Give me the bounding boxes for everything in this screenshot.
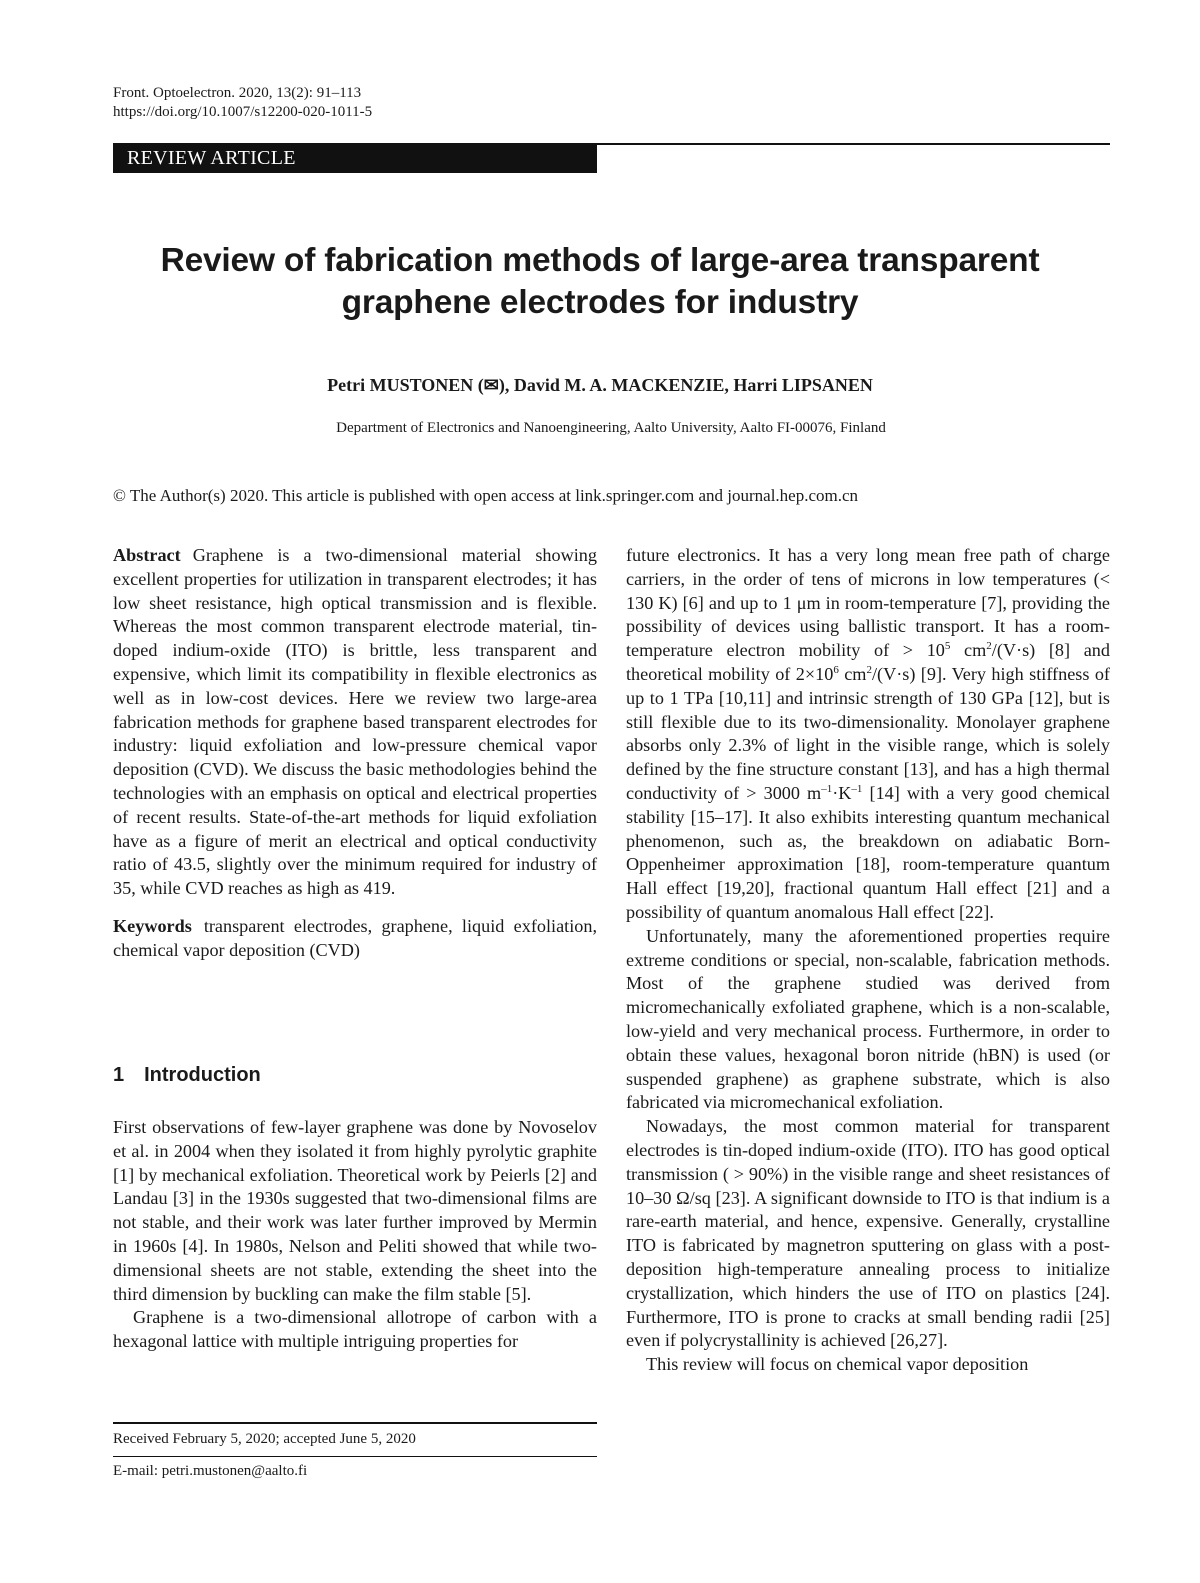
footnote-rule [113, 1422, 597, 1424]
superscript: 2 [986, 640, 992, 653]
superscript: –1 [821, 782, 833, 795]
introduction-left [113, 1116, 597, 1354]
text-run: cm [950, 640, 987, 661]
section-title: Introduction [144, 1064, 261, 1086]
section-heading [113, 1064, 261, 1087]
keywords-label: Keywords [113, 915, 192, 936]
contact-email[interactable]: E-mail: petri.mustonen@aalto.fi [113, 1463, 308, 1479]
right-column [626, 544, 1110, 1377]
keywords-text: transparent electrodes, graphene, liquid exfoliation, chemical vapor deposition (CVD) [113, 915, 597, 960]
text-run: /(V·s) [9]. Very high stiffness of up to 1 TPa [10,11] and intrinsic strength of 130 GPa [12], but is still flexible due to its two-dimensionality. Monolayer graphene absorbs only 2.3% of light in the visible range, which is solely defined by the fine structure constant [13], and has a high thermal conductivity of > 3000 m [626, 663, 1110, 803]
intro-paragraph-1: First observations of few-layer graphene was done by Novoselov et al. in 2004 when they isolated it from highly pyrolytic graphite [1] by mechanical exfoliation. Theoretical work by Peierls [2] and Landau [3] in the 1930s suggested that two-dimensional films are not stable, and their work was later further improved by Mermin in 1960s [4]. In 1980s, Nelson and Peliti showed that while two-dimensional sheets are not stable, extending the sheet into the third dimension by buckling can make the film stable [5]. [113, 1117, 597, 1304]
superscript: 5 [944, 640, 951, 653]
doi-link[interactable]: https://doi.org/10.1007/s12200-020-1011-5 [113, 104, 373, 120]
superscript: 6 [833, 663, 839, 676]
text-run: cm [838, 663, 867, 684]
footnote-divider [113, 1456, 597, 1457]
text-run: ·K [832, 782, 852, 803]
abstract [113, 544, 597, 901]
right-paragraph-4: This review will focus on chemical vapor deposition [646, 1354, 1029, 1375]
section-number: 1 [113, 1064, 125, 1086]
superscript: –1 [851, 782, 863, 795]
right-paragraph-2: Unfortunately, many the aforementioned properties require extreme conditions or special, non-scalable, fabrication methods. Most of the graphene studied was derived from micromechanically exfoliated graphene, which is a non-scalable, low-yield and very mechanical process. Furthermore, in order to obtain these values, hexagonal boron nitride (hBN) is used (or suspended graphene) as graphene substrate, which is also fabricated via micromechanical exfoliation. [626, 925, 1110, 1113]
article-title [100, 240, 1100, 324]
title-line-2: graphene electrodes for industry [341, 284, 859, 321]
right-paragraph-3: Nowadays, the most common material for transparent electrodes is tin-doped indium-oxide (ITO). ITO has good optical transmission ( > 90%) in the visible range and sheet resistances of 10–30 Ω/sq [23]. A significant downside to ITO is that indium is a rare-earth material, and hence, expensive. Generally, crystalline ITO is fabricated by magnetron sputtering on glass with a post-deposition high-temperature annealing process to initialize crystallization, which hinders the use of ITO on plastics [24]. Furthermore, ITO is prone to cracks at small bending radii [25] even if polycrystallinity is achieved [26,27]. [626, 1116, 1110, 1351]
superscript: 2 [866, 663, 872, 676]
header-rule [597, 143, 1110, 145]
abstract-label: Abstract [113, 545, 181, 565]
received-date: Received February 5, 2020; accepted June 5, 2020 [113, 1431, 416, 1447]
text-run: [14] with a very good chemical stability [15–17]. It also exhibits interesting quantum mechanical phenomenon, such as, the breakdown on adiabatic Born-Oppenheimer approximation [18], room-temperature quantum Hall effect [19,20], fractional quantum Hall effect [21] and a possibility of quantum anomalous Hall effect [22]. [626, 782, 1110, 922]
author-list: Petri MUSTONEN (✉), David M. A. MACKENZIE, Harri LIPSANEN [327, 375, 873, 395]
title-line-1: Review of fabrication methods of large-area transparent [160, 242, 1040, 279]
article-type-banner: REVIEW ARTICLE [113, 143, 597, 173]
intro-paragraph-2: Graphene is a two-dimensional allotrope of carbon with a hexagonal lattice with multiple intriguing properties for [113, 1307, 597, 1352]
copyright-notice: © The Author(s) 2020. This article is published with open access at link.springer.com and journal.hep.com.cn [113, 486, 859, 505]
left-column [113, 544, 597, 963]
journal-info [113, 84, 372, 122]
journal-citation: Front. Optoelectron. 2020, 13(2): 91–113 [113, 85, 362, 101]
text-run: future electronics. It has a very long mean free path of charge carriers, in the order of tens of microns in low temperatures (< 130 K) [6] and up to 1 μm in room-temperature [7], providing the possibility of devices using ballistic transport. It has a room-temperature electron mobility of > 10 [626, 545, 1110, 661]
keywords [113, 915, 597, 963]
affiliation: Department of Electronics and Nanoengineering, Aalto University, Aalto FI-00076, Finland [336, 420, 886, 436]
abstract-text: Graphene is a two-dimensional material showing excellent properties for utilization in transparent electrodes; it has low sheet resistance, high optical transmission and is flexible. Whereas the most common transparent electrode material, tin-doped indium-oxide (ITO) is brittle, less transparent and expensive, which limit its compatibility in flexible electronics as well as in low-cost devices. Here we review two large-area fabrication methods for graphene based transparent electrodes for industry: liquid exfoliation and low-pressure chemical vapor deposition (CVD). We discuss the basic methodologies behind the technologies with an emphasis on optical and electrical properties of recent results. State-of-the-art methods for liquid exfoliation have as a figure of merit an electrical and optical conductivity ratio of 43.5, slightly over the minimum required for industry of 35, while CVD reaches as high as 419. [113, 545, 597, 899]
right-paragraph-1 [626, 544, 1110, 925]
text-run: /(V·s) [8] and theoretical mobility of 2×10 [626, 640, 1110, 684]
